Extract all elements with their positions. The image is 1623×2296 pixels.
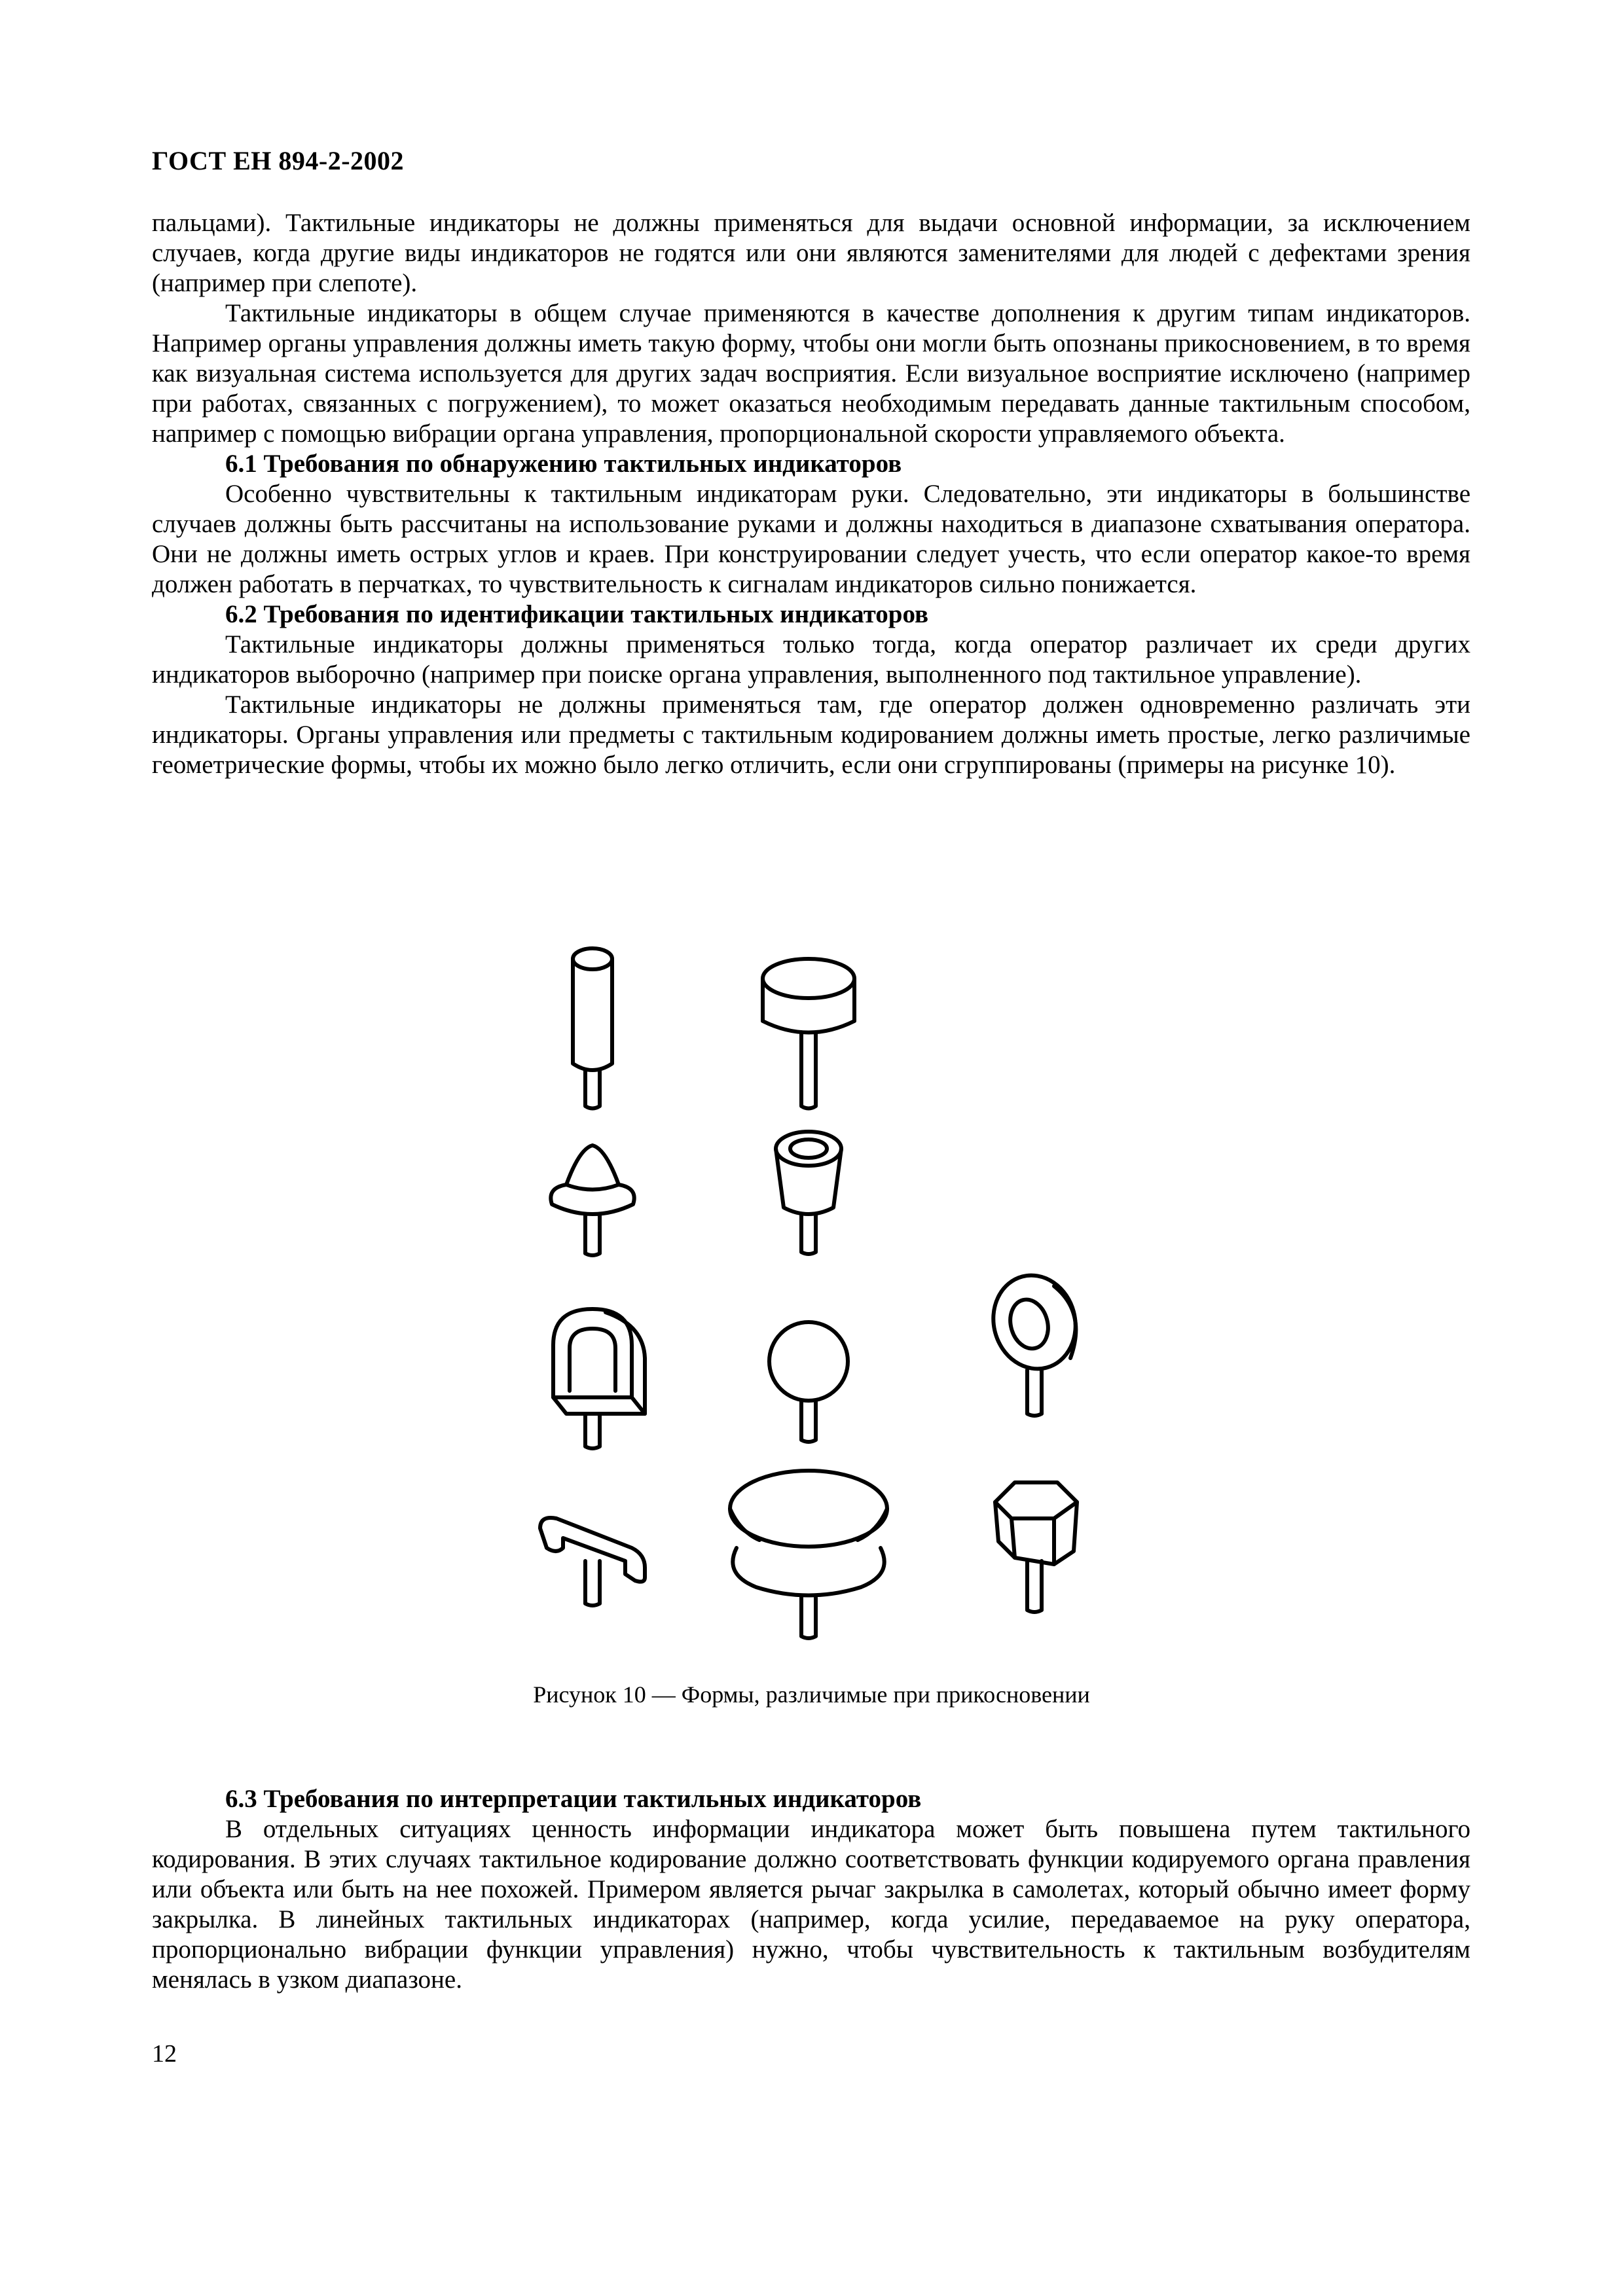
section-heading-6-2: 6.2 Требования по идентификации тактильных индикаторов xyxy=(225,600,929,628)
paragraph: Особенно чувствительны к тактильным индикаторам руки. Следовательно, эти индикаторы в большинстве случаев должны быть рассчитаны на использование руками и должны находиться в диапазоне схватывания оператора. Они не должны иметь острых углов и краев. При конструировании следует учесть, что если оператор какое-то время должен работать в перчатках, то чувствительность к сигналам индикаторов сильно понижается. xyxy=(152,480,1470,598)
section-heading-6-3: 6.3 Требования по интерпретации тактильных индикаторов xyxy=(225,1785,922,1813)
paragraph: пальцами). Тактильные индикаторы не должны применяться для выдачи основной информации, за исключением случаев, когда другие виды индикаторов не годятся или они являются заменителями для людей с дефектами зрения (например при слепоте). xyxy=(152,209,1470,297)
body-text-top xyxy=(152,208,1470,780)
cup-knob xyxy=(776,1132,841,1254)
arch-knob xyxy=(553,1309,645,1448)
handle-knob xyxy=(540,1518,645,1605)
page-number: 12 xyxy=(152,2040,177,2068)
figure-10 xyxy=(491,933,1146,1666)
paragraph: В отдельных ситуациях ценность информации индикатора может быть повышена путем тактильного кодирования. В этих случаях тактильное кодирование должно соответствовать функции кодируемого органа правления или объекта или быть на нее похожей. Примером является рычаг закрылка в самолетах, который обычно имеет форму закрылка. В линейных тактильных индикаторах (например, когда усилие, передаваемое на руку оператора, пропорционально вибрации функции управления) нужно, чтобы чувствительность к тактильным возбудителям менялась в узком диапазоне. xyxy=(152,1815,1470,1994)
paragraph: Тактильные индикаторы в общем случае применяются в качестве дополнения к другим типам индикаторов. Например органы управления должны иметь такую форму, чтобы они могли быть опознаны прикосновением, в то время как визуальная система используется для других задач восприятия. Если визуальное восприятие исключено (например при работах, связанных с погружением), то может оказаться необходимым передавать данные тактильным способом, например с помощью вибрации органа управления, пропорциональной скорости управляемого объекта. xyxy=(152,299,1470,448)
figure-caption: Рисунок 10 — Формы, различимые при прикосновении xyxy=(533,1681,1090,1708)
cylinder-knob xyxy=(573,948,612,1109)
section-heading-6-1: 6.1 Требования по обнаружению тактильных индикаторов xyxy=(225,450,902,478)
ball-knob xyxy=(769,1322,848,1442)
document-header: ГОСТ ЕН 894-2-2002 xyxy=(152,146,405,175)
hexagon-knob xyxy=(995,1482,1077,1612)
tactile-shapes-illustration xyxy=(491,933,1146,1666)
paragraph: Тактильные индикаторы должны применяться только тогда, когда оператор различает их среди других индикаторов выборочно (например при поиске органа управления, выполненного под тактильное управление). xyxy=(152,630,1470,689)
paragraph: Тактильные индикаторы не должны применяться там, где оператор должен одновременно различать эти индикаторы. Органы управления или предметы с тактильным кодированием должны иметь простые, легко различимые геометрические формы, чтобы их можно было легко отличить, если они сгруппированы (примеры на рисунке 10). xyxy=(152,691,1470,779)
ring-knob xyxy=(983,1266,1085,1416)
body-text-bottom xyxy=(152,1784,1470,1995)
cone-tip-knob xyxy=(551,1145,634,1255)
oval-disc-knob xyxy=(730,1471,887,1638)
disc-knob xyxy=(763,959,854,1109)
